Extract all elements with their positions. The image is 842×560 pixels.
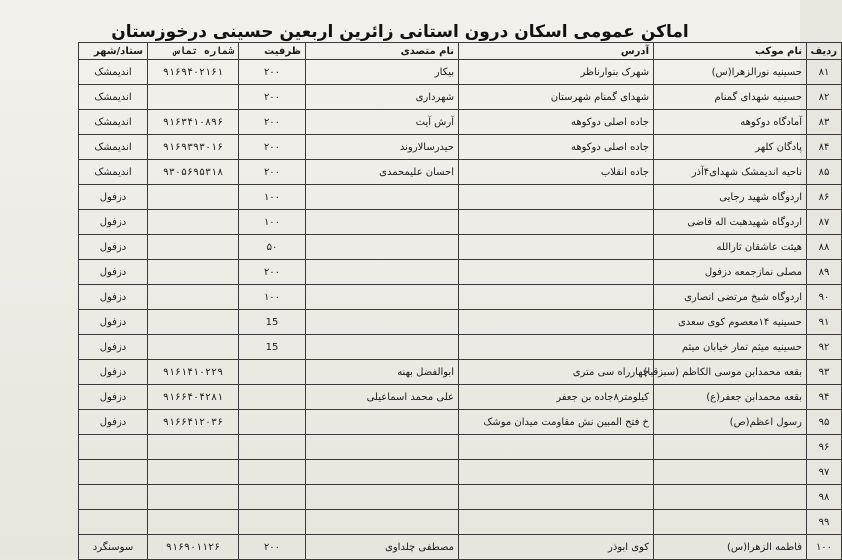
- cell-responsible: بیکار: [306, 60, 459, 85]
- cell-phone: ۹۳۰۵۶۹۵۳۱۸: [148, 160, 239, 185]
- cell-phone: ۹۱۶۳۴۱۰۸۹۶: [148, 110, 239, 135]
- header-row-number: ردیف: [807, 43, 842, 60]
- table-row: [79, 260, 842, 285]
- cell-responsible: [306, 510, 459, 535]
- table-row: [79, 460, 842, 485]
- cell-capacity: ۲۰۰: [239, 85, 306, 110]
- cell-hq: دزفول: [79, 335, 148, 360]
- cell-phone: [148, 435, 239, 460]
- cell-phone: ۹۱۶۶۴۰۴۲۸۱: [148, 385, 239, 410]
- cell-hq: دزفول: [79, 310, 148, 335]
- cell-name: بقعه محمدابن جعفر(ع): [654, 385, 807, 410]
- cell-name: [654, 435, 807, 460]
- cell-hq: [79, 485, 148, 510]
- cell-phone: [148, 235, 239, 260]
- cell-row-number: ۸۵: [807, 160, 842, 185]
- cell-name: اردوگاه شهید رجایی: [654, 185, 807, 210]
- cell-row-number: ۸۲: [807, 85, 842, 110]
- cell-responsible: حیدرسالاروند: [306, 135, 459, 160]
- cell-row-number: ۸۱: [807, 60, 842, 85]
- left-margin-strip: [0, 42, 79, 557]
- header-hq: ستاد/شهر: [79, 43, 148, 60]
- cell-row-number: ۹۰: [807, 285, 842, 310]
- cell-responsible: [306, 185, 459, 210]
- cell-phone: [148, 85, 239, 110]
- cell-name: [654, 485, 807, 510]
- cell-responsible: [306, 210, 459, 235]
- cell-phone: [148, 485, 239, 510]
- cell-capacity: 15: [239, 335, 306, 360]
- cell-responsible: [306, 260, 459, 285]
- table-row: [79, 310, 842, 335]
- cell-name: پادگان کلهر: [654, 135, 807, 160]
- cell-responsible: [306, 235, 459, 260]
- cell-capacity: ۲۰۰: [239, 535, 306, 560]
- cell-address: شهرک بنوارناظر: [459, 60, 654, 85]
- table-row: [79, 410, 842, 435]
- cell-name: حسینیه ۱۴معصوم کوی سعدی: [654, 310, 807, 335]
- table-row: [79, 210, 842, 235]
- cell-name: [654, 510, 807, 535]
- cell-address: [459, 285, 654, 310]
- cell-hq: دزفول: [79, 360, 148, 385]
- cell-name: اردوگاه شیخ مرتضی انصاری: [654, 285, 807, 310]
- cell-responsible: [306, 285, 459, 310]
- cell-responsible: علی محمد اسماعیلی: [306, 385, 459, 410]
- cell-row-number: ۹۸: [807, 485, 842, 510]
- cell-row-number: ۹۳: [807, 360, 842, 385]
- cell-phone: [148, 285, 239, 310]
- table-row: [79, 485, 842, 510]
- cell-address: شهدای گمنام شهرستان: [459, 85, 654, 110]
- header-name: نام موکب: [654, 43, 807, 60]
- cell-hq: دزفول: [79, 410, 148, 435]
- cell-responsible: [306, 410, 459, 435]
- cell-capacity: ۱۰۰: [239, 185, 306, 210]
- header-phone: شماره تماس: [148, 43, 239, 60]
- cell-name: مصلی نمازجمعه دزفول: [654, 260, 807, 285]
- cell-row-number: ۱۰۰: [807, 535, 842, 560]
- cell-address: کوی ابوذر: [459, 535, 654, 560]
- cell-responsible: [306, 485, 459, 510]
- cell-phone: [148, 460, 239, 485]
- cell-row-number: ۸۷: [807, 210, 842, 235]
- cell-responsible: [306, 310, 459, 335]
- cell-address: [459, 335, 654, 360]
- cell-name: هیئت عاشقان ثارالله: [654, 235, 807, 260]
- cell-hq: دزفول: [79, 260, 148, 285]
- table-header-row: [79, 43, 842, 60]
- header-capacity: ظرفیت: [239, 43, 306, 60]
- cell-phone: [148, 185, 239, 210]
- cell-row-number: ۹۷: [807, 460, 842, 485]
- table-row: [79, 110, 842, 135]
- cell-phone: ۹۱۶۹۳۹۳۰۱۶: [148, 135, 239, 160]
- cell-hq: اندیمشک: [79, 160, 148, 185]
- cell-hq: اندیمشک: [79, 135, 148, 160]
- table-row: [79, 335, 842, 360]
- cell-capacity: ۲۰۰: [239, 160, 306, 185]
- cell-capacity: ۲۰۰: [239, 110, 306, 135]
- cell-phone: ۹۱۶۹۰۱۱۲۶: [148, 535, 239, 560]
- cell-capacity: [239, 510, 306, 535]
- cell-address: [459, 460, 654, 485]
- cell-name: آمادگاه دوکوهه: [654, 110, 807, 135]
- page-title: اماکن عمومی اسکان درون استانی زائرین اربعین حسینی درخوزستان: [111, 22, 689, 42]
- cell-address: جاده اصلی دوکوهه: [459, 135, 654, 160]
- cell-name: اردوگاه شهیدهبت اله قاضی: [654, 210, 807, 235]
- cell-hq: اندیمشک: [79, 110, 148, 135]
- cell-address: [459, 185, 654, 210]
- accommodation-table: [78, 42, 842, 560]
- cell-capacity: ۲۰۰: [239, 135, 306, 160]
- cell-responsible: مصطفی چلداوی: [306, 535, 459, 560]
- cell-capacity: ۲۰۰: [239, 260, 306, 285]
- cell-responsible: آرش آیت: [306, 110, 459, 135]
- cell-address: [459, 210, 654, 235]
- cell-responsible: [306, 460, 459, 485]
- cell-address: [459, 435, 654, 460]
- cell-name: ناحیه اندیمشک شهدای۴آذر: [654, 160, 807, 185]
- table-row: [79, 60, 842, 85]
- cell-address: [459, 310, 654, 335]
- cell-capacity: ۱۰۰: [239, 285, 306, 310]
- cell-responsible: ابوالفضل بهنه: [306, 360, 459, 385]
- cell-name: رسول اعظم(ص): [654, 410, 807, 435]
- cell-capacity: [239, 360, 306, 385]
- cell-capacity: 15: [239, 310, 306, 335]
- cell-phone: [148, 510, 239, 535]
- cell-name: فاطمه الزهرا(س): [654, 535, 807, 560]
- cell-capacity: [239, 460, 306, 485]
- cell-capacity: [239, 485, 306, 510]
- cell-hq: [79, 435, 148, 460]
- cell-row-number: ۹۵: [807, 410, 842, 435]
- cell-hq: دزفول: [79, 235, 148, 260]
- cell-address: [459, 235, 654, 260]
- table-row: [79, 535, 842, 560]
- table-row: [79, 185, 842, 210]
- cell-row-number: ۹۱: [807, 310, 842, 335]
- cell-name: حسینیه نورالزهرا(س): [654, 60, 807, 85]
- cell-responsible: [306, 435, 459, 460]
- cell-address: [459, 510, 654, 535]
- cell-name: [654, 460, 807, 485]
- cell-row-number: ۹۴: [807, 385, 842, 410]
- cell-capacity: ۵۰: [239, 235, 306, 260]
- cell-row-number: ۹۹: [807, 510, 842, 535]
- cell-address: جاده اصلی دوکوهه: [459, 110, 654, 135]
- cell-responsible: شهرداری: [306, 85, 459, 110]
- cell-phone: [148, 260, 239, 285]
- table-row: [79, 510, 842, 535]
- cell-phone: [148, 310, 239, 335]
- cell-row-number: ۸۹: [807, 260, 842, 285]
- cell-name: حسینیه میثم تمار خیابان میثم: [654, 335, 807, 360]
- cell-name: حسینیه شهدای گمنام: [654, 85, 807, 110]
- cell-hq: دزفول: [79, 210, 148, 235]
- cell-phone: ۹۱۶۹۴۰۲۱۶۱: [148, 60, 239, 85]
- table-row: [79, 135, 842, 160]
- cell-phone: ۹۱۶۱۴۱۰۲۲۹: [148, 360, 239, 385]
- cell-name: بقعه محمدابن موسی الکاظم (سبزقبا): [654, 360, 807, 385]
- table-row: [79, 285, 842, 310]
- table-row: [79, 160, 842, 185]
- cell-hq: [79, 460, 148, 485]
- cell-address: [459, 485, 654, 510]
- table-row: [79, 435, 842, 460]
- cell-row-number: ۹۶: [807, 435, 842, 460]
- cell-phone: [148, 335, 239, 360]
- header-responsible: نام متصدی: [306, 43, 459, 60]
- cell-address: [459, 260, 654, 285]
- cell-hq: اندیمشک: [79, 85, 148, 110]
- cell-capacity: [239, 410, 306, 435]
- table-row: [79, 385, 842, 410]
- cell-hq: اندیمشک: [79, 60, 148, 85]
- cell-row-number: ۸۴: [807, 135, 842, 160]
- cell-hq: [79, 510, 148, 535]
- table-row: [79, 235, 842, 260]
- cell-row-number: ۸۳: [807, 110, 842, 135]
- cell-address: جاده انقلاب: [459, 160, 654, 185]
- cell-row-number: ۸۶: [807, 185, 842, 210]
- cell-phone: [148, 210, 239, 235]
- header-address: آدرس: [459, 43, 654, 60]
- table-row: [79, 85, 842, 110]
- cell-capacity: [239, 385, 306, 410]
- cell-responsible: [306, 335, 459, 360]
- table-row: [79, 360, 842, 385]
- cell-capacity: ۱۰۰: [239, 210, 306, 235]
- cell-address: خ فتح المبین نش مقاومت میدان موشک: [459, 410, 654, 435]
- cell-row-number: ۹۲: [807, 335, 842, 360]
- cell-address: کیلومتر۸جاده بن جعفر: [459, 385, 654, 410]
- cell-capacity: ۲۰۰: [239, 60, 306, 85]
- cell-hq: سوسنگرد: [79, 535, 148, 560]
- cell-hq: دزفول: [79, 285, 148, 310]
- cell-hq: دزفول: [79, 185, 148, 210]
- cell-phone: ۹۱۶۶۴۱۲۰۳۶: [148, 410, 239, 435]
- cell-hq: دزفول: [79, 385, 148, 410]
- cell-address: چهارراه سی متری: [459, 360, 654, 385]
- cell-row-number: ۸۸: [807, 235, 842, 260]
- cell-capacity: [239, 435, 306, 460]
- cell-responsible: احسان علیمحمدی: [306, 160, 459, 185]
